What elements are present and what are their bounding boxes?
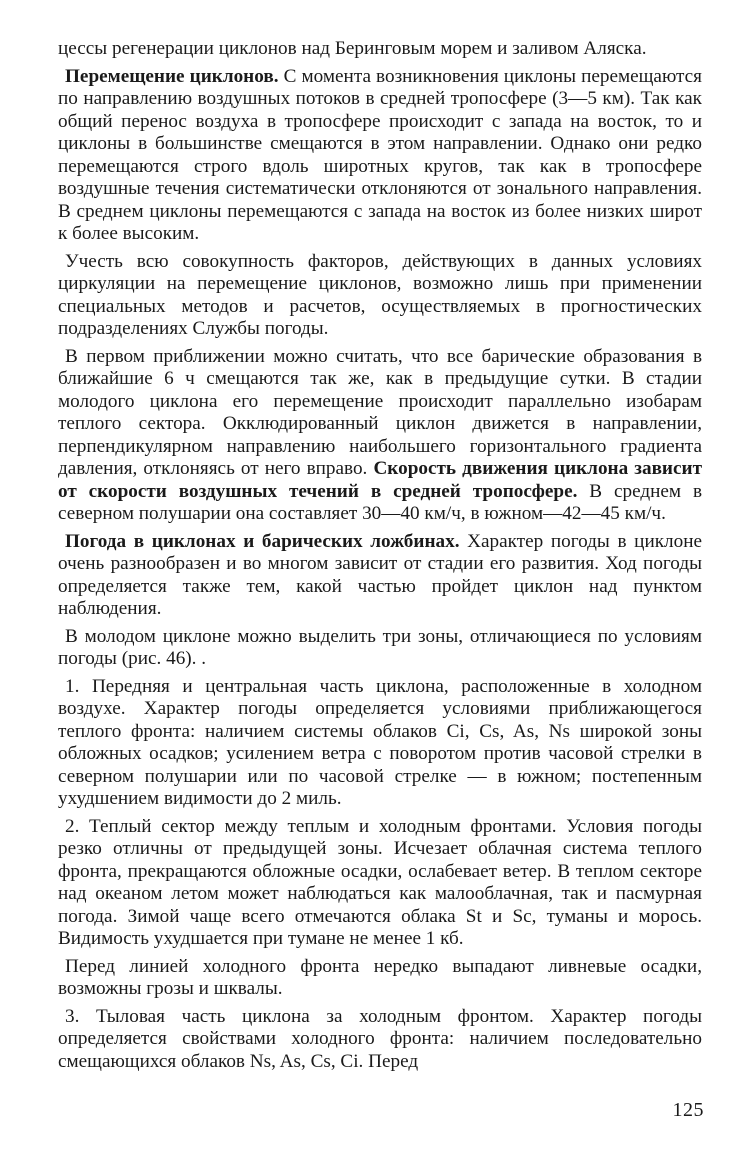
paragraph-first-approximation <box>58 346 702 526</box>
paragraph-text: В первом приближении можно считать, что все барические образования в ближайшие 6 ч смещаются так же, как в предыдущие сутки. В стадии молодого циклона его перемещение происходит параллельно изобарам теплого сектора. Окклюдированный циклон движется в направлении, перпендикулярном направлению наибольшего горизонтального градиента давления, отклоняясь от него вправо. <box>58 345 702 479</box>
paragraph-text: С момента возникновения циклоны перемещаются по направлению воздушных потоков в средней тропосфере (3—5 км). Так как общий перенос воздуха в тропосфере происходит с запада на восток, то и циклоны в большинстве смещаются в этом направлении. Однако они редко перемещаются строго вдоль широтных кругов, так как в тропосфере воздушные течения систематически отклоняются от зонального направления. В среднем циклоны перемещаются с запада на восток из более низких широт к более высоким. <box>58 65 702 244</box>
list-item-zone-3: 3. Тыловая часть циклона за холодным фронтом. Характер погоды определяется свойствами холодного фронта: наличием последовательно смещающихся облаков Ns, As, Cs, Ci. Перед <box>58 1005 702 1072</box>
section-heading-cyclone-movement: Перемещение циклонов. <box>65 65 279 87</box>
paragraph-text: Характер погоды в циклоне очень разнообразен и во многом зависит от стадии его развития. Ход погоды определяется также тем, какой частью пройдет циклон над пунктом наблюдения. <box>58 530 702 619</box>
paragraph-cold-front: Перед линией холодного фронта нередко выпадают ливневые осадки, возможны грозы и шквалы. <box>58 955 702 999</box>
list-item-zone-1: 1. Передняя и центральная часть циклона, расположенные в холодном воздухе. Характер погоды определяется условиями приближающегося теплого фронта: наличием системы облаков Ci, Cs, As, Ns широкой зоны обложных осадков; усилением ветра с поворотом против часовой стрелки в северном полушарии или по часовой стрелке — в южном; постепенным ухудшением видимости до 2 миль. <box>58 675 702 809</box>
paragraph-continuation: цессы регенерации циклонов над Беринговым морем и заливом Аляска. <box>58 38 647 59</box>
paragraph-three-zones: В молодом циклоне можно выделить три зоны, отличающиеся по условиям погоды (рис. 46). . <box>58 625 702 669</box>
paragraph-factors: Учесть всю совокупность факторов, действующих в данных условиях циркуляции на перемещение циклонов, возможно лишь при применении специальных методов и расчетов, осуществляемых в прогностических подразделениях Службы погоды. <box>58 250 702 339</box>
section-heading-weather: Погода в циклонах и барических ложбинах. <box>65 530 460 552</box>
paragraph-cyclone-movement <box>58 66 702 246</box>
page-number: 125 <box>672 1099 704 1121</box>
list-item-zone-2: 2. Теплый сектор между теплым и холодным фронтами. Условия погоды резко отличны от предыдущей зоны. Исчезает облачная система теплого фронта, прекращаются обложные осадки, ослабевает ветер. В теплом секторе над океаном летом может наблюдаться как малооблачная, так и пасмурная погода. Зимой чаще всего отмечаются облака St и Sc, туманы и морось. Видимость ухудшается при тумане не менее 1 кб. <box>58 815 702 949</box>
paragraph-text: В среднем в северном полушарии она составляет 30—40 км/ч, в южном—42—45 км/ч. <box>58 480 703 524</box>
emphasis-speed: Скорость движения циклона зависит от скорости воздушных течений в средней тропосфере. <box>58 458 702 502</box>
paragraph-weather-in-cyclones <box>58 531 702 621</box>
